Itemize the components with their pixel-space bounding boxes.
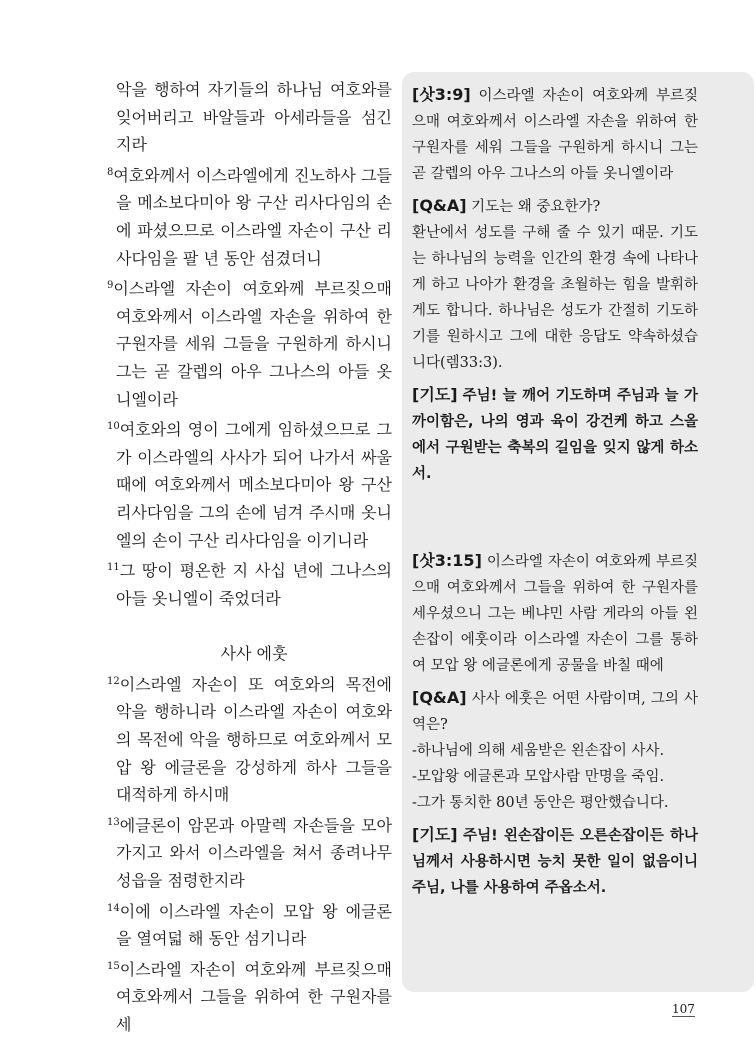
qa-question: 기도는 왜 중요한가? — [471, 199, 601, 215]
reference-text: 이스라엘 자손이 여호와께 부르짖으매 여호와께서 그들을 위하여 한 구원자를 세우셨으니 그는 베냐민 사람 게라의 아들 왼손잡이 에훗이라 이스라엘 자손이 그를 통하여 모압 왕 에글론에게 공물을 바칠 때에 — [412, 554, 698, 674]
reference-block — [412, 548, 698, 679]
verse-number: 10 — [107, 421, 120, 433]
qa-answer-line: -하나님에 의해 세움받은 왼손잡이 사사. — [412, 743, 665, 759]
prayer-tag: [기도] — [412, 385, 458, 404]
verse-text: 이스라엘 자손이 여호와께 부르짖으매 여호와께서 그들을 위하여 한 구원자를 세 — [116, 959, 392, 1034]
verse-14 — [106, 895, 392, 953]
reference-tag: [삿3:9] — [412, 85, 471, 104]
verse-text: 이스라엘 자손이 또 여호와의 목전에 악을 행하니라 이스라엘 자손이 여호와의 목전에 악을 행하므로 여호와께서 모압 왕 에글론을 강성하게 하사 그들을 대적하게 하시매 — [116, 674, 392, 805]
qa-question-block — [412, 193, 698, 220]
verse-text: 에글론이 암몬과 아말렉 자손들을 모아 가지고 와서 이스라엘을 쳐서 종려나무 성읍을 점령한지라 — [116, 815, 392, 891]
qa-answer-line: -그가 통치한 80년 동안은 평안했습니다. — [412, 795, 669, 811]
section-title: 사사 에훗 — [220, 644, 288, 664]
page-number: 107 — [672, 1002, 695, 1016]
reference-tag: [삿3:15] — [412, 551, 482, 570]
prayer-tag: [기도] — [412, 825, 458, 844]
commentary-box-2 — [412, 548, 698, 907]
verse-13 — [106, 809, 392, 895]
verse-8 — [106, 159, 392, 272]
qa-question-block — [412, 685, 698, 738]
verse-number: 11 — [107, 562, 120, 574]
verse-text: 그 땅이 평온한 지 사십 년에 그나스의 아들 옷니엘이 죽었더라 — [116, 561, 392, 608]
reference-block — [412, 82, 698, 187]
verse-continuation: 악을 행하여 자기들의 하나님 여호와를 잊어버리고 바알들과 아세라들을 섬긴지라 — [116, 80, 392, 155]
verse-number: 15 — [107, 960, 120, 972]
verse-number: 8 — [107, 166, 114, 178]
verse-12 — [106, 668, 392, 809]
qa-answer-list — [412, 738, 698, 816]
verse-text: 여호와의 영이 그에게 임하셨으므로 그가 이스라엘의 사사가 되어 나가서 싸울 때에 여호와께서 메소보다미아 왕 구산 리사다임을 그의 손에 넘겨 주시매 옷니엘의 손이 구산 리사다임을 이기니라 — [116, 420, 392, 550]
verse-text: 이에 이스라엘 자손이 모압 왕 에글론을 열여덟 해 동안 섬기니라 — [116, 901, 392, 949]
verse-9 — [106, 272, 392, 413]
qa-question: 사사 에훗은 어떤 사람이며, 그의 사역은? — [412, 691, 698, 733]
verse-number: 13 — [107, 816, 120, 828]
qa-answer: 환난에서 성도를 구해 줄 수 있기 때문. 기도는 하나님의 능력을 인간의 환경 속에 나타나게 하고 나아가 환경을 초월하는 힘을 발휘하게도 합니다. 하나님은 성도가 간절히 기도하기를 원하시고 그에 대한 응답도 약속하셨습니다(렘33:3). — [412, 225, 698, 371]
reference-text: 이스라엘 자손이 여호와께 부르짖으매 여호와께서 이스라엘 자손을 위하여 한 구원자를 세워 그들을 구원하게 하시니 그는 곧 갈렙의 아우 그나스의 아들 옷니엘이라 — [412, 88, 698, 182]
commentary-box-1 — [412, 82, 698, 493]
verse-11 — [106, 554, 392, 612]
qa-tag: [Q&A] — [412, 196, 467, 215]
scripture-column — [106, 76, 392, 1039]
verse-15 — [106, 953, 392, 1039]
verse-number: 9 — [107, 280, 114, 292]
qa-tag: [Q&A] — [412, 688, 467, 707]
verse-number: 14 — [107, 902, 120, 914]
verse-text: 여호와께서 이스라엘에게 진노하사 그들을 메소보다미아 왕 구산 리사다임의 손에 파셨으므로 이스라엘 자손이 구산 리사다임을 팔 년 동안 섬겼더니 — [113, 165, 392, 268]
verse-text: 이스라엘 자손이 여호와께 부르짖으매 여호와께서 이스라엘 자손을 위하여 한 구원자를 세워 그들을 구원하게 하시니 그는 곧 갈렙의 아우 그나스의 아들 옷니엘이라 — [113, 279, 392, 409]
prayer-text: 주님! 늘 깨어 기도하며 주님과 늘 가까이함은, 나의 영과 육이 강건케 하고 스올에서 구원받는 축복의 길임을 잊지 않게 하소서. — [412, 388, 698, 482]
verse-number: 12 — [107, 675, 120, 687]
prayer-block — [412, 822, 698, 901]
prayer-text: 주님! 왼손잡이든 오른손잡이든 하나님께서 사용하시면 능치 못한 일이 없음이니 주님, 나를 사용하여 주옵소서. — [412, 828, 698, 896]
verse-10 — [106, 413, 392, 554]
prayer-block — [412, 382, 698, 487]
qa-answer-line: -모압왕 에글론과 모압사람 만명을 죽임. — [412, 769, 665, 785]
